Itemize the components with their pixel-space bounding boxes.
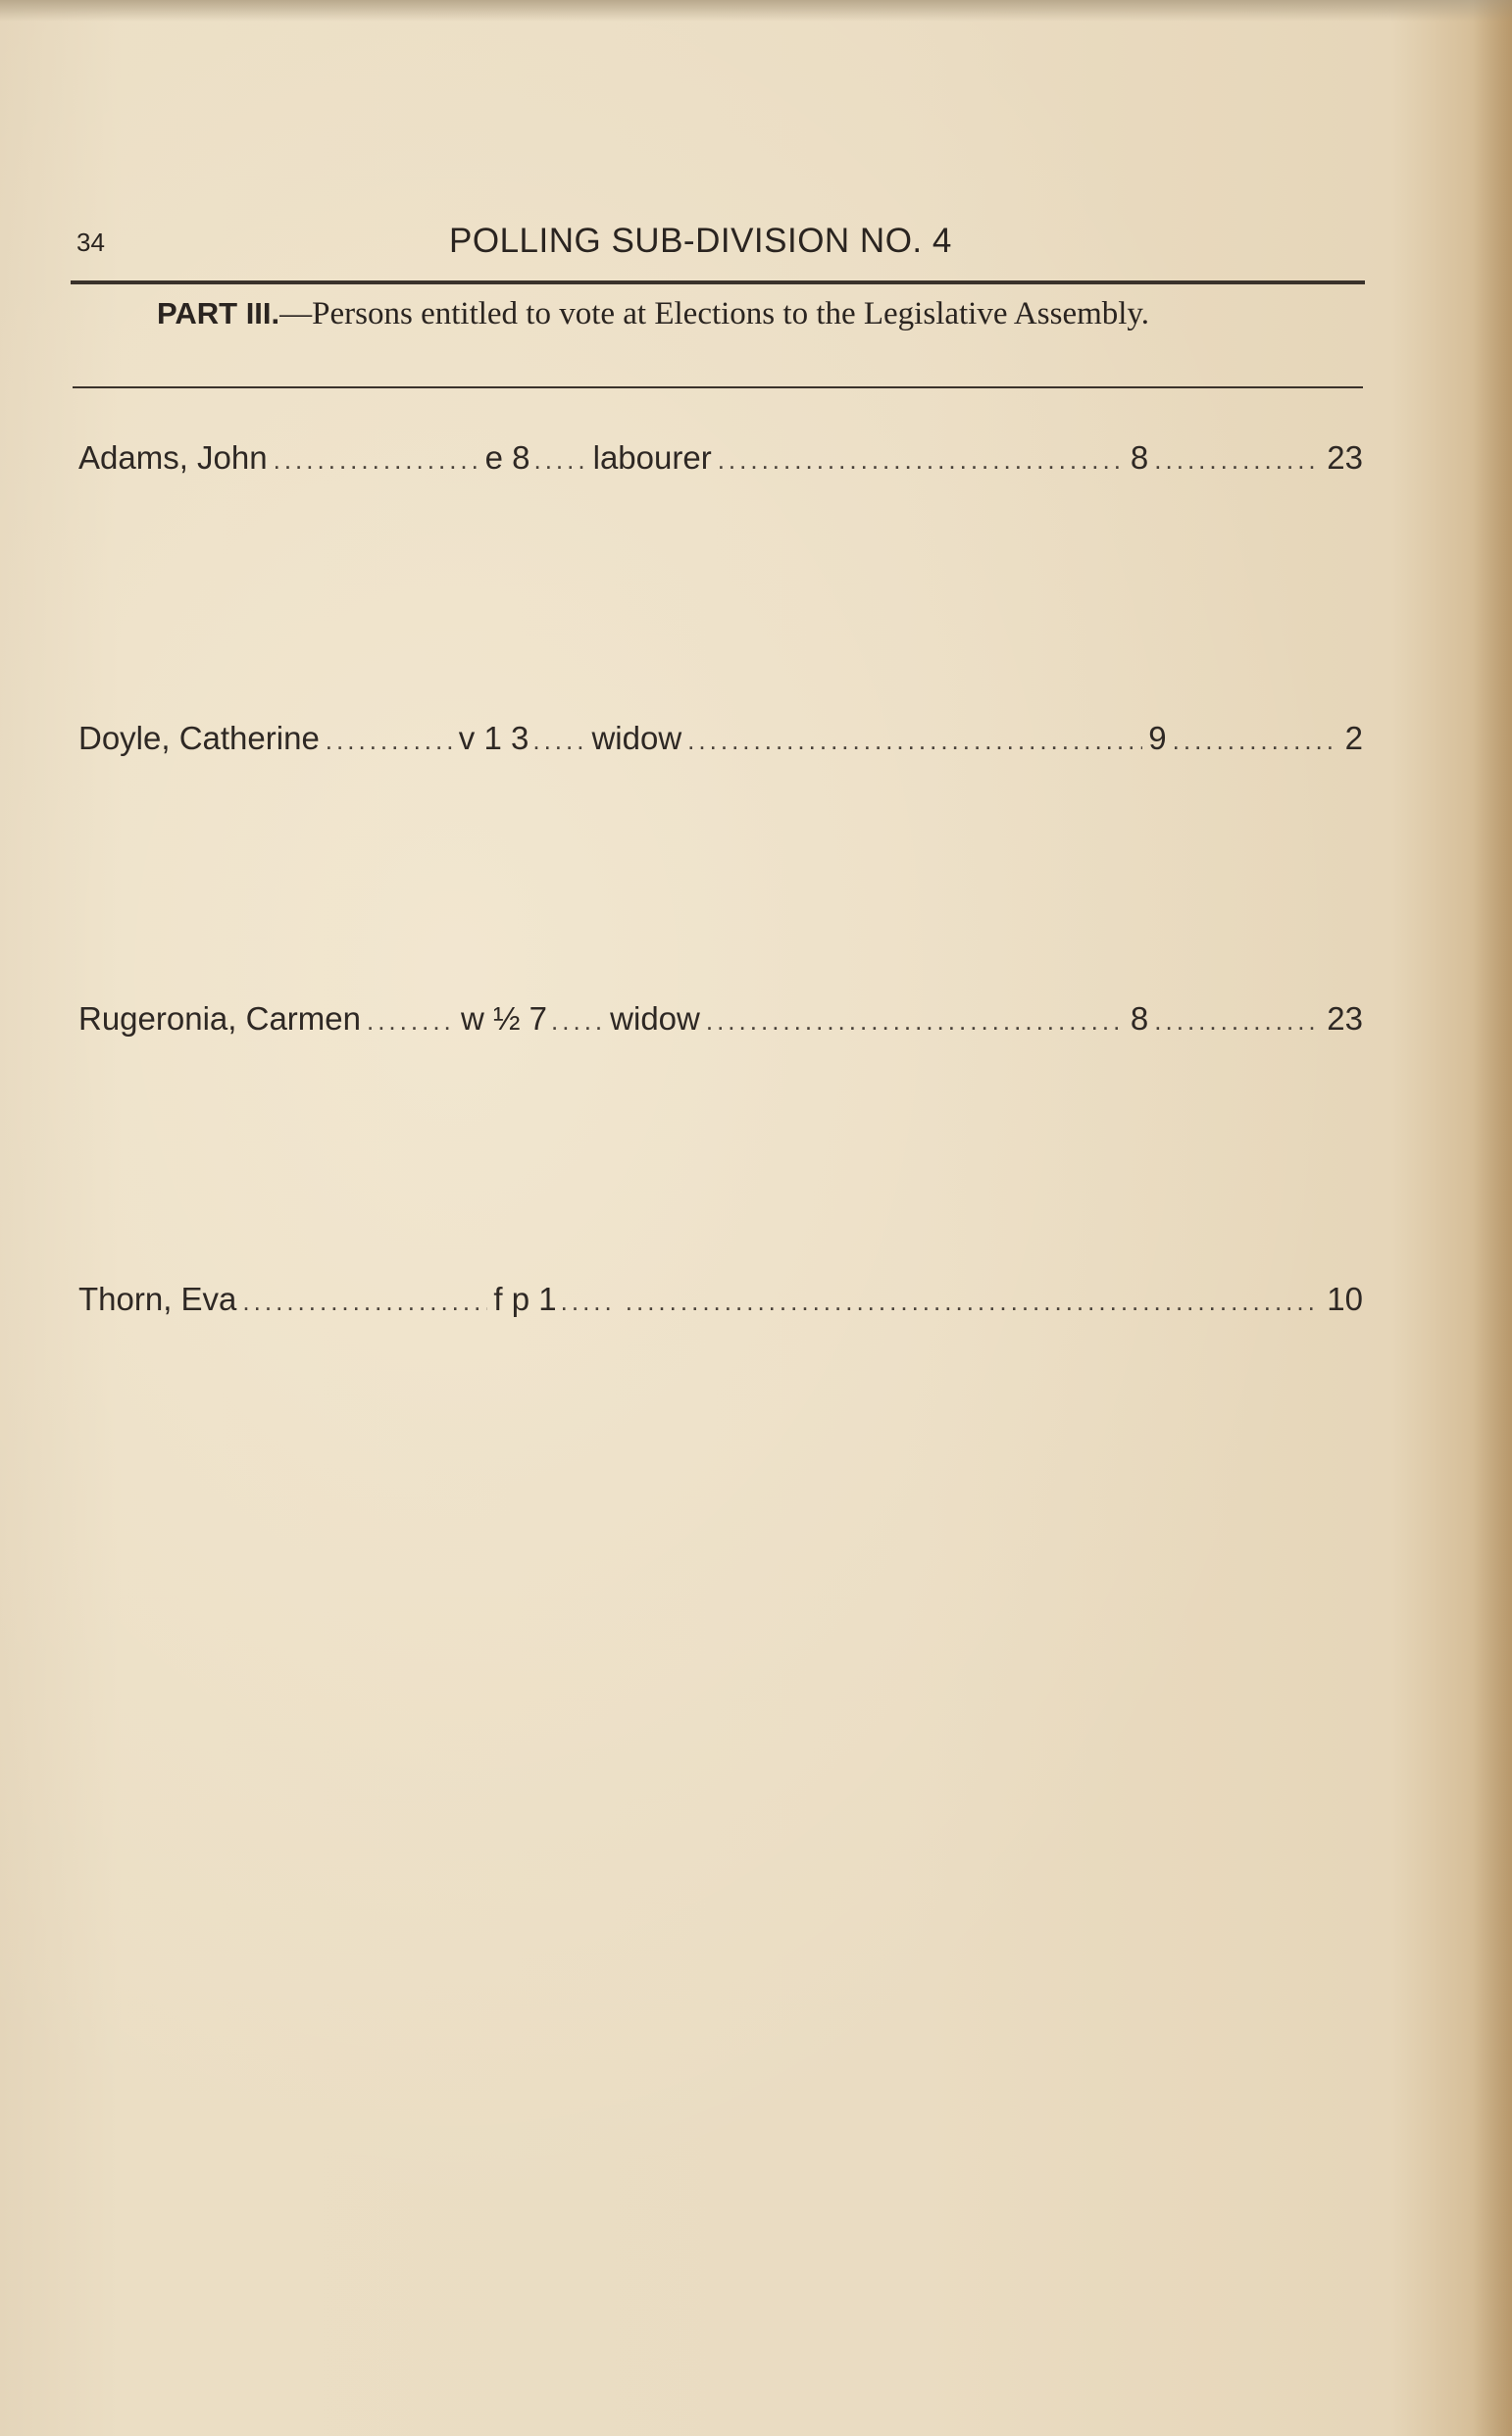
voter-entry <box>78 1000 1363 1047</box>
voter-code: f p 1 <box>493 1281 557 1317</box>
voter-occupation: widow <box>591 720 682 756</box>
leader-dots <box>557 1281 620 1318</box>
leader-dots <box>1173 726 1339 756</box>
voter-column-a: 8 <box>1130 439 1149 476</box>
voter-name: Rugeronia, Carmen <box>78 1000 361 1037</box>
voter-code: v 1 3 <box>458 720 529 756</box>
running-title: POLLING SUB-DIVISION NO. 4 <box>449 222 952 260</box>
leader-dots <box>687 726 1142 756</box>
leader-dots <box>718 445 1125 476</box>
leader-dots <box>529 439 592 477</box>
voter-occupation: widow <box>610 1000 700 1037</box>
voter-name: Thorn, Eva <box>78 1281 237 1317</box>
voter-column-a: 9 <box>1148 720 1167 756</box>
leader-dots <box>242 1287 487 1317</box>
leader-dots <box>547 1000 610 1038</box>
leader-dots <box>1154 445 1321 476</box>
leader-dots <box>326 726 453 756</box>
part-description: —Persons entitled to vote at Elections to the Legislative Assembly. <box>279 296 1150 331</box>
voter-code: w ½ 7 <box>460 1000 548 1037</box>
voter-column-b: 23 <box>1327 439 1363 476</box>
voter-column-b: 2 <box>1344 720 1363 756</box>
leader-dots <box>626 1287 1322 1317</box>
voter-entry <box>78 720 1363 767</box>
voter-occupation: labourer <box>592 439 712 476</box>
voter-entry <box>78 1281 1363 1328</box>
leader-dots <box>274 445 479 476</box>
part-label: PART III. <box>157 296 280 330</box>
voter-column-a: 8 <box>1130 1000 1149 1037</box>
leader-dots <box>367 1006 455 1037</box>
leader-dots <box>1154 1006 1321 1037</box>
voter-column-b: 10 <box>1327 1281 1363 1317</box>
leader-dots <box>706 1006 1125 1037</box>
voter-name: Doyle, Catherine <box>78 720 320 756</box>
page-number: 34 <box>76 228 105 257</box>
voter-name: Adams, John <box>78 439 268 476</box>
voter-entry <box>78 439 1363 486</box>
voter-code: e 8 <box>484 439 530 476</box>
leader-dots <box>529 720 591 757</box>
voter-column-b: 23 <box>1327 1000 1363 1037</box>
